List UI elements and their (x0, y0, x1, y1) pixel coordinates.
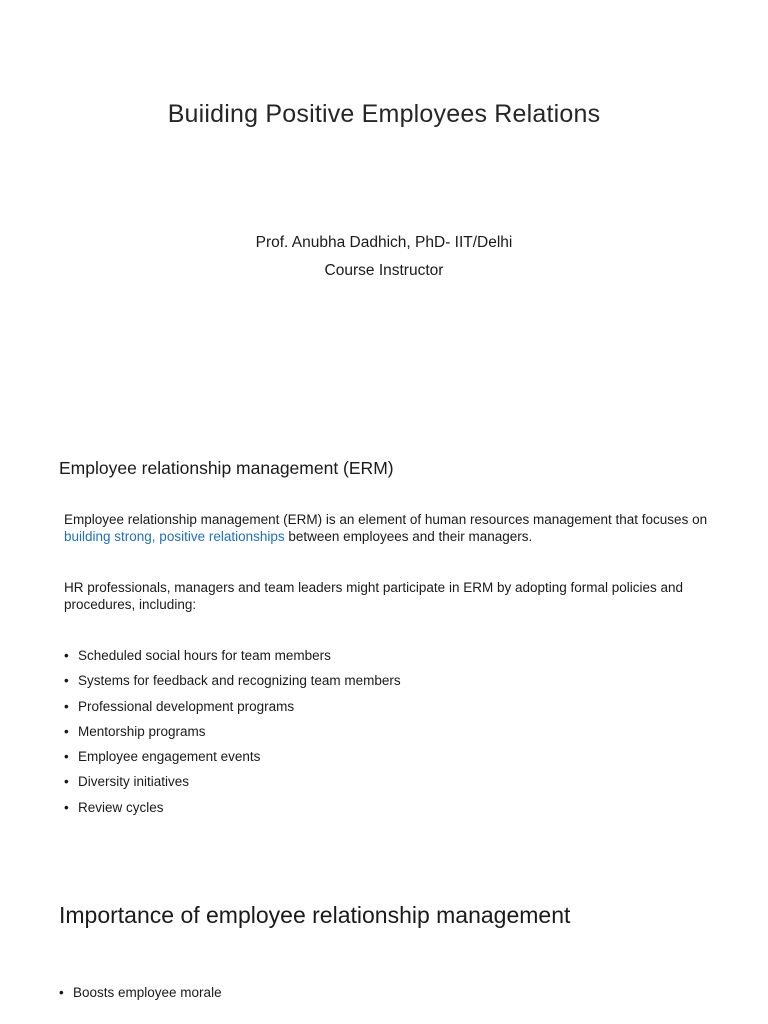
erm-definition-paragraph (64, 511, 724, 545)
author-line: Prof. Anubha Dadhich, PhD- IIT/Delhi (255, 234, 513, 251)
slide-title: Buiiding Positive Employees Relations (167, 100, 601, 128)
erm-definition-text: Employee relationship management (ERM) is an element of human resources management that focuses on (64, 512, 708, 527)
bullet-icon: • (64, 723, 69, 739)
list-item-text: Mentorship programs (78, 723, 206, 739)
list-item-text: Employee engagement events (78, 749, 261, 765)
list-item (64, 723, 401, 748)
list-item-text: Scheduled social hours for team members (78, 648, 331, 663)
list-item (64, 672, 401, 697)
list-item (64, 647, 401, 672)
author-block (0, 229, 768, 285)
list-item (64, 773, 401, 798)
highlighted-phrase: building strong, positive relationships (64, 529, 285, 544)
bullet-icon: • (64, 648, 69, 663)
importance-list (59, 984, 222, 1001)
list-item (64, 748, 401, 773)
importance-heading: Importance of employee relationship management (59, 902, 571, 928)
list-item (64, 698, 401, 723)
list-item (64, 799, 401, 824)
bullet-icon: • (64, 774, 69, 790)
list-item (59, 984, 222, 1001)
bullet-icon: • (59, 985, 64, 1000)
role-line: Course Instructor (324, 262, 444, 279)
list-item-text: Systems for feedback and recognizing team members (78, 673, 401, 689)
bullet-icon: • (64, 673, 69, 689)
erm-participation-paragraph: HR professionals, managers and team leaders might participate in ERM by adopting formal policies and procedures, including: (64, 580, 684, 612)
list-item-text: Boosts employee morale (73, 985, 222, 1000)
erm-definition-text-end: between employees and their managers. (284, 529, 533, 544)
bullet-icon: • (64, 698, 69, 714)
erm-practices-list (64, 647, 401, 824)
bullet-icon: • (64, 799, 69, 815)
erm-heading: Employee relationship management (ERM) (59, 458, 394, 478)
list-item-text: Review cycles (78, 799, 164, 815)
bullet-icon: • (64, 749, 69, 765)
list-item-text: Professional development programs (78, 698, 295, 714)
list-item-text: Diversity initiatives (78, 774, 190, 790)
